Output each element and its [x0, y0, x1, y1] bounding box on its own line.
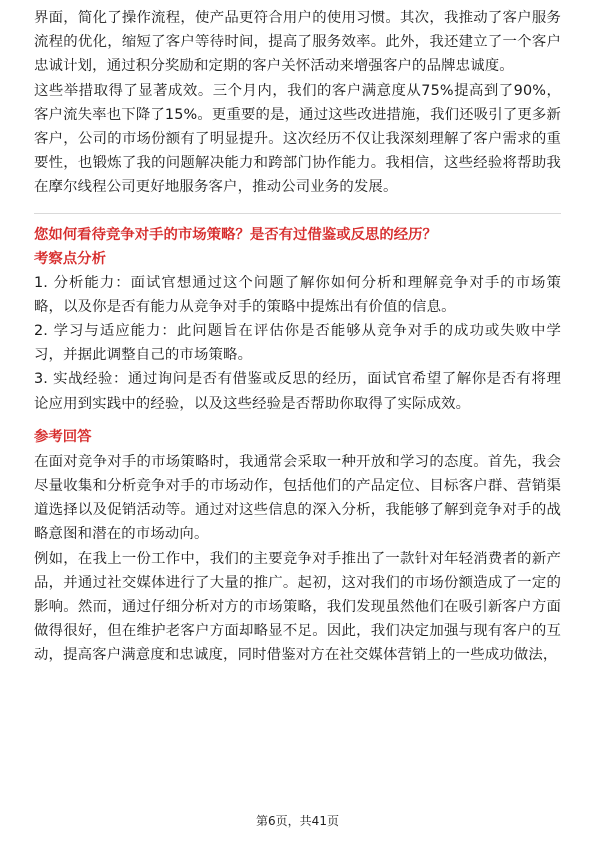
analysis-section [34, 247, 561, 416]
answer-paragraph: 在面对竞争对手的市场策略时，我通常会采取一种开放和学习的态度。首先，我会尽量收集和分析竞争对手的市场动作，包括他们的产品定位、目标客户群、营销渠道选择以及促销活动等。通过对这些信息的深入分析，我能够了解到竞争对手的战略意图和潜在的市场动向。 [34, 453, 561, 543]
section-divider [34, 213, 561, 214]
analysis-item: 3. 实战经验：通过询问是否有借鉴或反思的经历，面试官希望了解你是否有将理论应用到实践中的经验，以及这些经验是否帮助你取得了实际成效。 [34, 371, 561, 412]
analysis-item: 2. 学习与适应能力：此问题旨在评估你是否能够从竞争对手的成功或失败中学习，并据此调整自己的市场策略。 [34, 323, 561, 364]
analysis-item: 1. 分析能力：面试官想通过这个问题了解你如何分析和理解竞争对手的市场策略，以及你是否有能力从竞争对手的策略中提炼出有价值的信息。 [34, 274, 561, 315]
analysis-heading: 考察点分析 [34, 250, 106, 267]
body-paragraph: 界面，简化了操作流程，使产品更符合用户的使用习惯。其次，我推动了客户服务流程的优化，缩短了客户等待时间，提高了服务效率。此外，我还建立了一个客户忠诚计划，通过积分奖励和定期的客户关怀活动来增强客户的品牌忠诚度。 [34, 10, 561, 75]
answer-section [34, 424, 561, 668]
answer-paragraph: 例如，在我上一份工作中，我们的主要竞争对手推出了一款针对年轻消费者的新产品，并通过社交媒体进行了大量的推广。起初，这对我们的市场份额造成了一定的影响。然而，通过仔细分析对方的市场策略，我们发现虽然他们在吸引新客户方面做得很好，但在维护老客户方面却略显不足。因此，我们决定加强与现有客户的互动，提高客户满意度和忠诚度，同时借鉴对方在社交媒体营销上的一些成功做法， [34, 550, 561, 664]
previous-answer-continuation [34, 0, 561, 200]
answer-heading: 参考回答 [34, 428, 92, 445]
question-heading: 您如何看待竞争对手的市场策略？是否有过借鉴或反思的经历？ [34, 226, 437, 243]
body-paragraph: 这些举措取得了显著成效。三个月内，我们的客户满意度从75%提高到了90%，客户流失率也下降了15%。更重要的是，通过这些改进措施，我们还吸引了更多新客户，公司的市场份额有了明显提升。这次经历不仅让我深刻理解了客户需求的重要性，也锻炼了我的问题解决能力和跨部门协作能力。我相信，这些经验将帮助我在摩尔线程公司更好地服务客户，推动公司业务的发展。 [34, 82, 561, 196]
document-page [34, 0, 561, 842]
page-number-footer: 第6页，共41页 [256, 814, 339, 828]
